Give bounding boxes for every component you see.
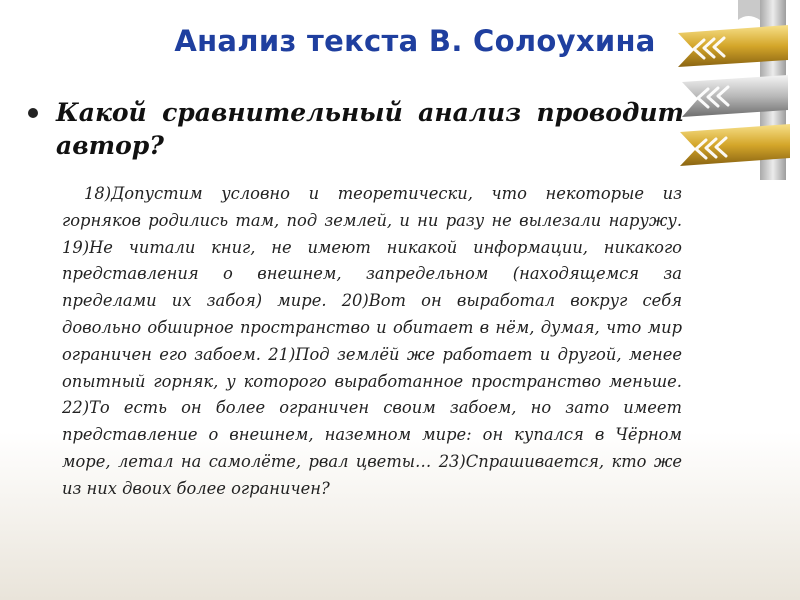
bullet-item xyxy=(28,96,684,162)
silver-band xyxy=(682,75,788,117)
question-text: Какой сравнительный анализ проводит автор? xyxy=(56,98,684,160)
passage-text: 18)Допустим условно и теоретически, что некоторые из горняков родились там, под землей, и ни разу не вылезали наружу. 19)Не читали книг, не имеют никакой информации, никакого представления о внешнем, запредельном (находящемся за пределами их забоя) мире. 20)Вот он выработал вокруг себя довольно обширное пространство и обитает в нём, думая, что мир ограничен его забоем. 21)Под землёй же работает и другой, менее опытный горняк, у которого выработанное пространство меньше. 22)То есть он более ограничен своим забоем, но зато имеет представление о внешнем, наземном мире: он купался в Чёрном море, летал на самолёте, рвал цветы… 23)Спрашивается, кто же из них двоих более ограничен? xyxy=(62,184,682,498)
slide-title: Анализ текста В. Солоухина xyxy=(174,24,656,58)
bullet-icon xyxy=(28,108,38,118)
